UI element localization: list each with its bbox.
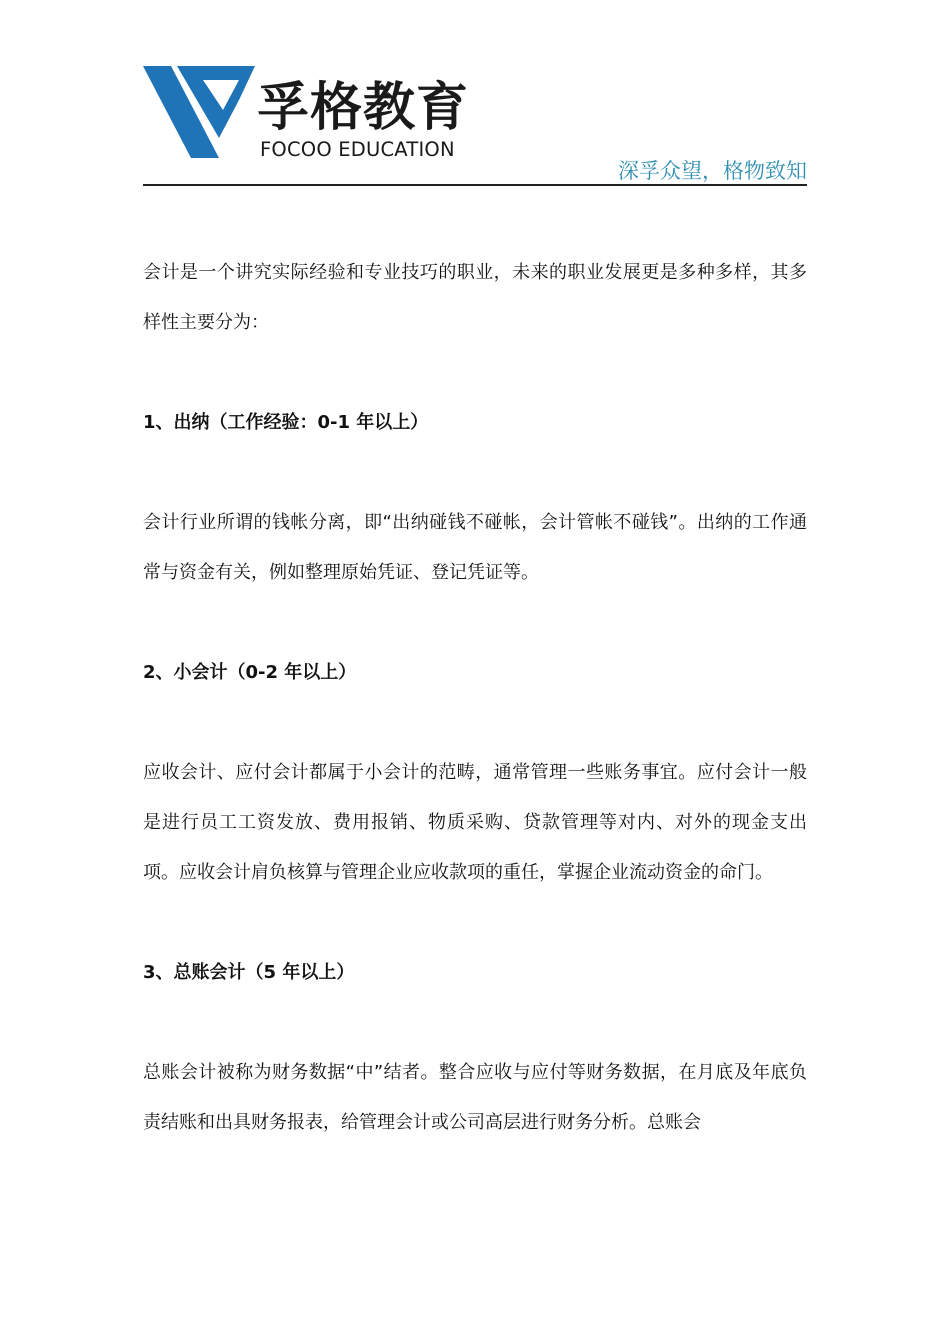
logo-chinese-name: 孚格教育 bbox=[257, 78, 470, 138]
focoo-logo-icon bbox=[143, 66, 255, 158]
section-heading-general-ledger-accountant: 3、总账会计（5 年以上） bbox=[143, 962, 355, 983]
spacer bbox=[143, 998, 807, 1048]
section-body-junior-accountant: 应收会计、应付会计都属于小会计的范畴，通常管理一些账务事宜。应付会计一般是进行员工工资发放、费用报销、物质采购、贷款管理等对内、对外的现金支出项。应收会计肩负核算与管理企业应收款项的重任，掌握企业流动资金的命门。 bbox=[143, 762, 807, 883]
intro-paragraph: 会计是一个讲究实际经验和专业技巧的职业，未来的职业发展更是多种多样，其多样性主要分为： bbox=[143, 262, 807, 333]
section-heading-cashier: 1、出纳（工作经验：0-1 年以上） bbox=[143, 412, 429, 433]
section-body-cashier: 会计行业所谓的钱帐分离，即“出纳碰钱不碰帐，会计管帐不碰钱”。出纳的工作通常与资金有关，例如整理原始凭证、登记凭证等。 bbox=[143, 512, 807, 583]
spacer bbox=[143, 698, 807, 748]
spacer bbox=[143, 348, 807, 398]
logo-english-name: FOCOO EDUCATION bbox=[260, 138, 455, 161]
section-body-general-ledger-accountant: 总账会计被称为财务数据“中”结者。整合应收与应付等财务数据，在月底及年底负责结账和出具财务报表，给管理会计或公司高层进行财务分析。总账会 bbox=[143, 1062, 807, 1133]
header-slogan: 深孚众望，格物致知 bbox=[618, 159, 807, 183]
spacer bbox=[143, 598, 807, 648]
spacer bbox=[143, 898, 807, 948]
header-divider bbox=[143, 184, 807, 186]
page-header bbox=[143, 60, 807, 188]
document-body bbox=[143, 248, 807, 1148]
spacer bbox=[143, 448, 807, 498]
section-heading-junior-accountant: 2、小会计（0-2 年以上） bbox=[143, 662, 357, 683]
